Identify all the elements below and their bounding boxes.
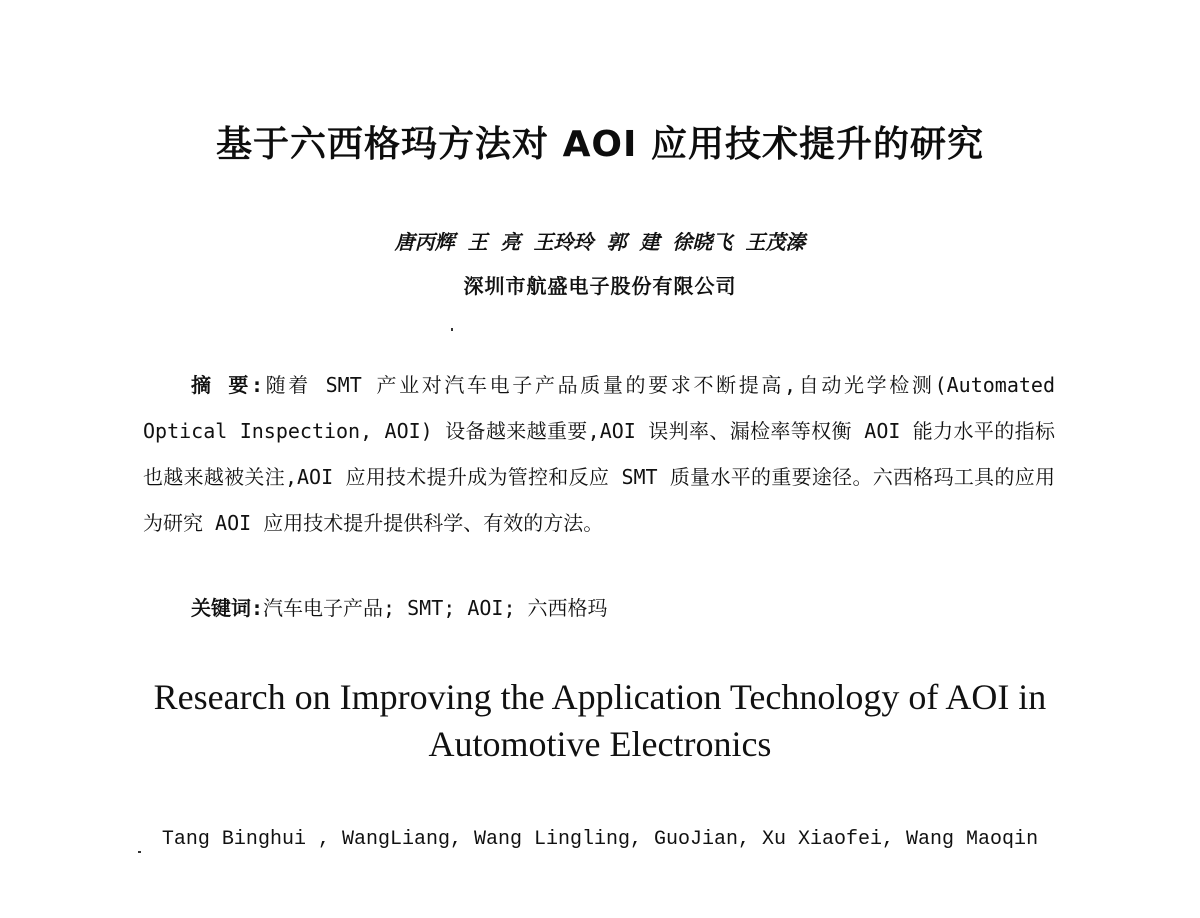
chinese-affiliation: 深圳市航盛电子股份有限公司	[463, 274, 737, 298]
english-title-line-1: Research on Improving the Application Technology of AOI in	[153, 677, 1047, 717]
abstract-label: 摘 要:	[191, 373, 264, 397]
keywords-text: 汽车电子产品; SMT; AOI; 六西格玛	[263, 596, 608, 620]
abstract-text: 随着 SMT 产业对汽车电子产品质量的要求不断提高,自动光学检测(Automated Optical Inspection, AOI) 设备越来越重要,AOI 误判率、漏检率等权衡 AOI 能力水平的指标也越来越被关注,AOI 应用技术提升成为管控和反应 SMT 质量水平的重要途径。六西格玛工具的应用为研究 AOI 应用技术提升提供科学、有效的方法。	[143, 373, 1055, 535]
keywords-label: 关键词:	[191, 596, 264, 620]
abstract-paragraph	[143, 362, 1055, 546]
english-title-line-2: Automotive Electronics	[428, 724, 772, 764]
scan-speck	[138, 851, 141, 853]
english-authors: Tang Binghui , WangLiang, Wang Lingling, GuoJian, Xu Xiaofei, Wang Maoqin	[161, 828, 1039, 851]
english-title	[0, 674, 1200, 768]
chinese-authors: 唐丙辉 王 亮 王玲玲 郭 建 徐晓飞 王茂溱	[394, 230, 806, 254]
chinese-title: 基于六西格玛方法对 AOI 应用技术提升的研究	[216, 124, 984, 165]
keywords-line	[191, 592, 1051, 621]
scan-speck	[451, 328, 453, 331]
